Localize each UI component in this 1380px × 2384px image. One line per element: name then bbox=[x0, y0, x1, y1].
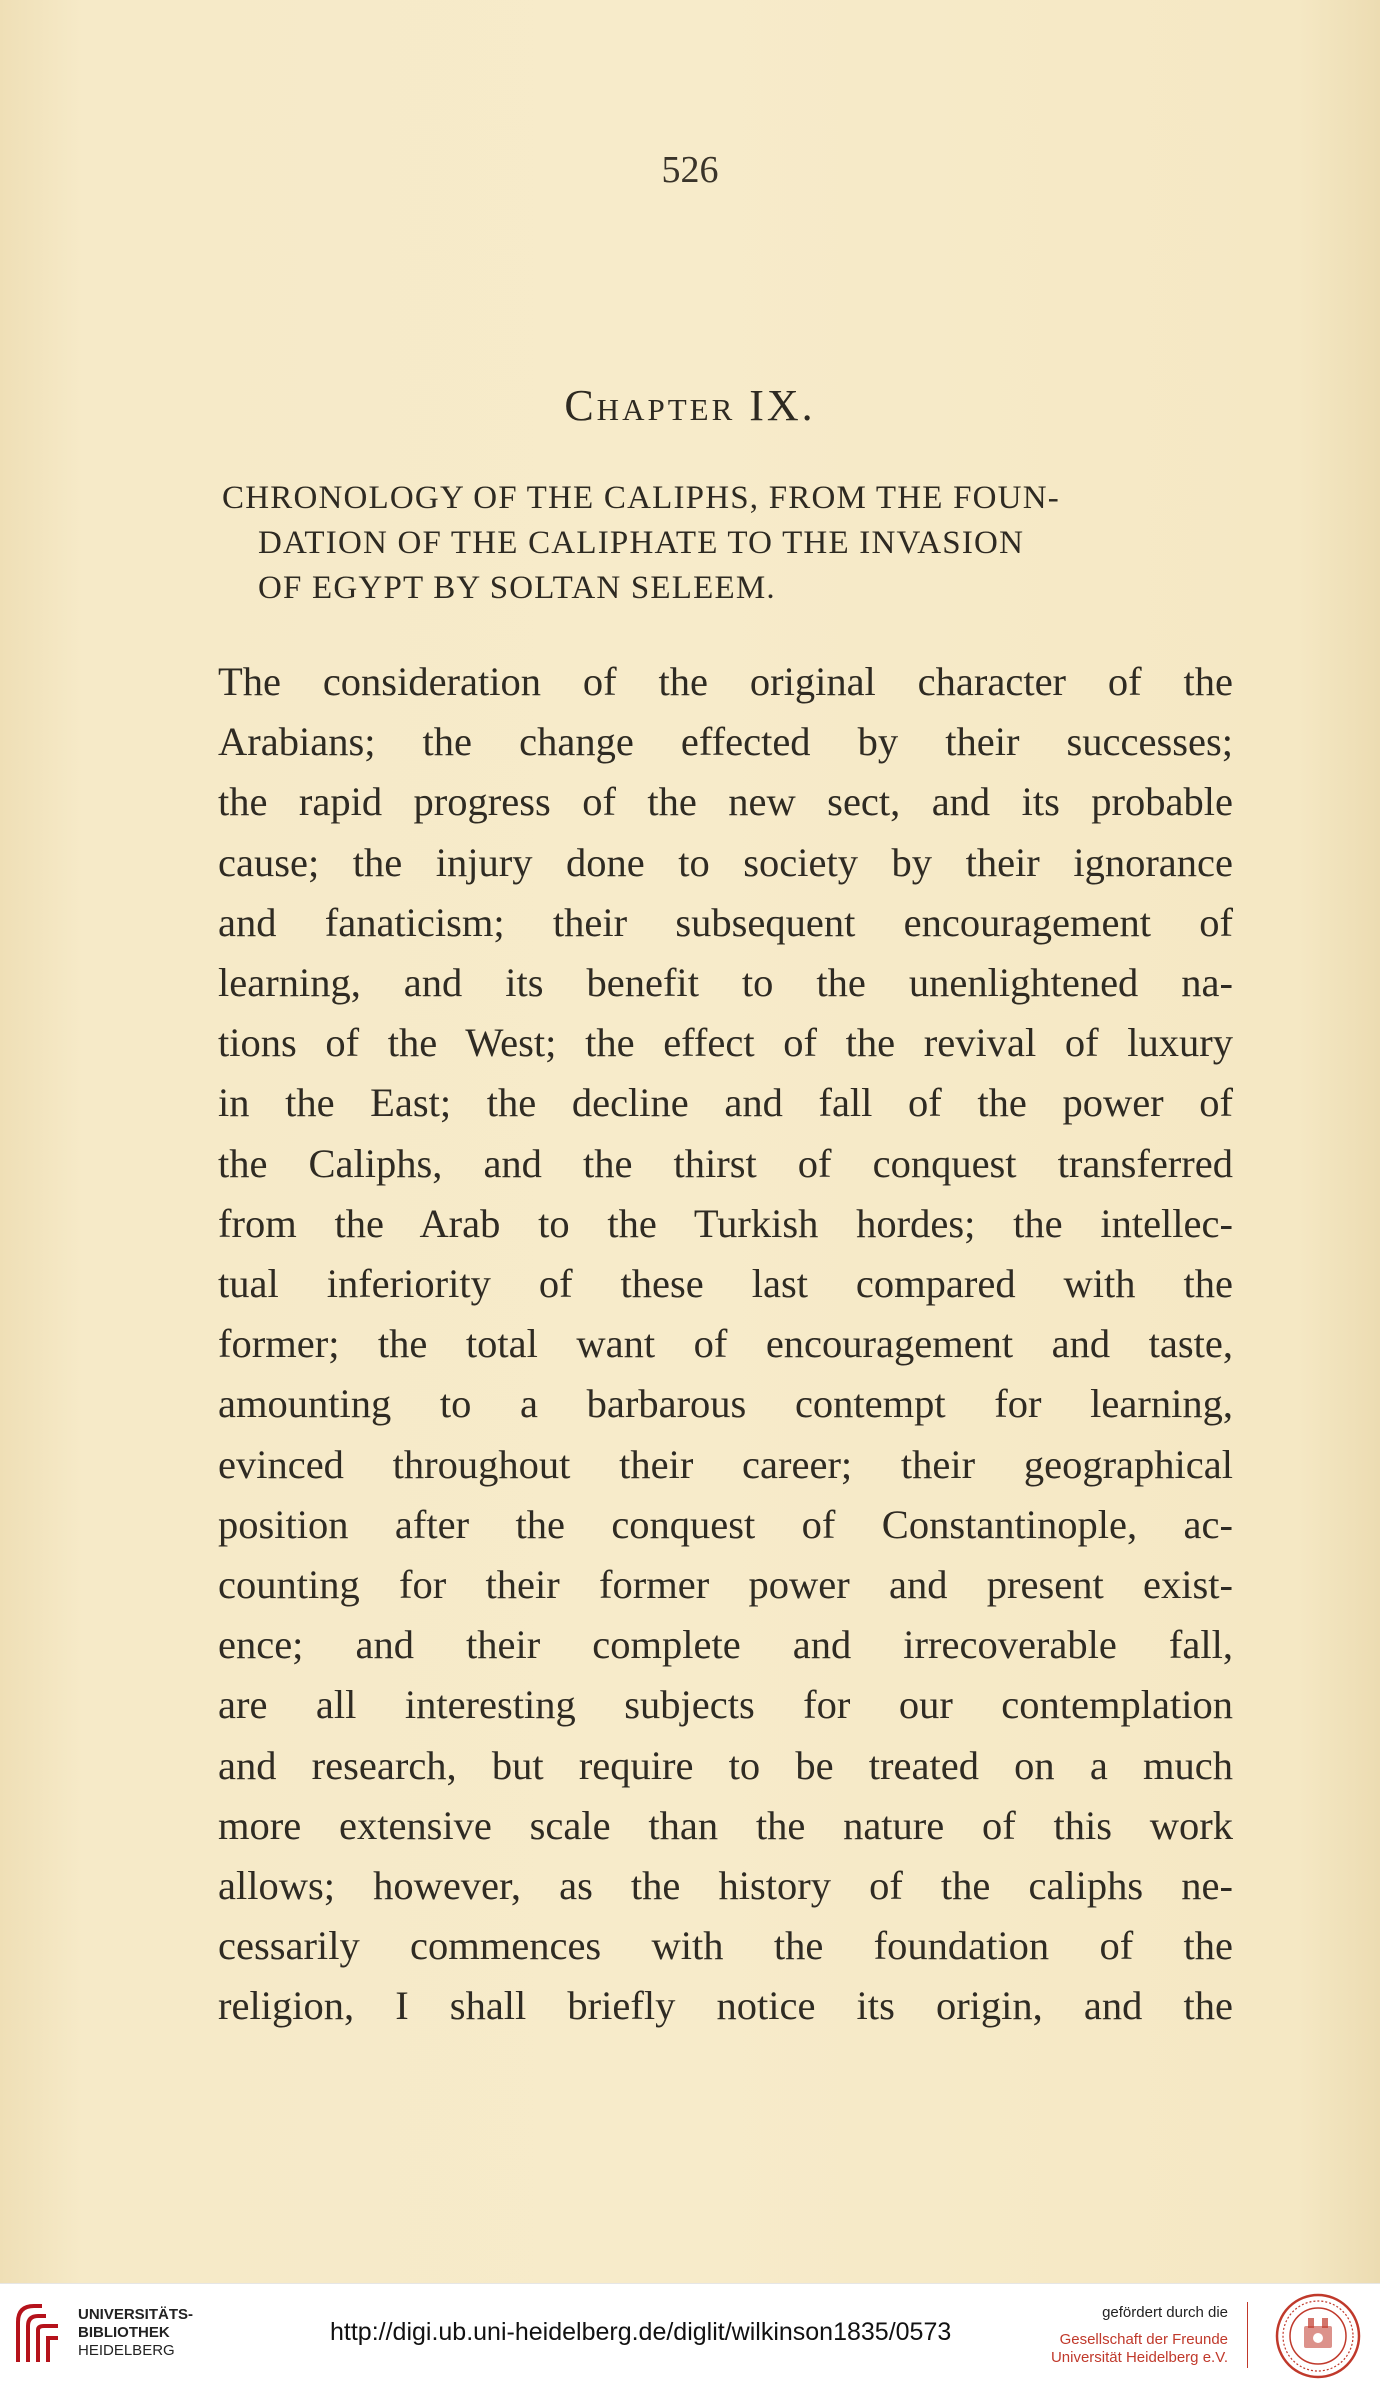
university-seal-icon[interactable] bbox=[1274, 2292, 1362, 2380]
subtitle-line: OF EGYPT BY SOLTAN SELEEM. bbox=[258, 570, 776, 606]
body-line: tual inferiority of these last compared with the bbox=[218, 1261, 1233, 1307]
subtitle-line: DATION OF THE CALIPHATE TO THE INVASION bbox=[258, 525, 1025, 561]
body-line: in the East; the decline and fall of the power of bbox=[218, 1080, 1233, 1126]
footer-bar bbox=[0, 2283, 1380, 2384]
sponsor-label: gefördert durch die bbox=[1102, 2304, 1228, 2321]
page-number: 526 bbox=[661, 149, 719, 191]
sponsor-divider bbox=[1247, 2302, 1248, 2368]
body-line: the rapid progress of the new sect, and its probable bbox=[218, 779, 1233, 825]
subtitle-line: CHRONOLOGY OF THE CALIPHS, FROM THE FOUN- bbox=[222, 480, 1060, 516]
sponsor-block[interactable] bbox=[1051, 2304, 1228, 2367]
body-line: learning, and its benefit to the unenlightened na- bbox=[218, 960, 1233, 1006]
body-line: tions of the West; the effect of the revival of luxury bbox=[218, 1020, 1233, 1066]
body-line: cause; the injury done to society by their ignorance bbox=[218, 839, 1233, 885]
body-line: position after the conquest of Constantinople, ac- bbox=[218, 1501, 1233, 1547]
chapter-heading: Chapter IX. bbox=[564, 381, 816, 430]
body-line: Arabians; the change effected by their successes; bbox=[218, 719, 1233, 765]
permalink-url[interactable]: http://digi.ub.uni-heidelberg.de/diglit/wilkinson1835/0573 bbox=[330, 2318, 952, 2346]
body-line: are all interesting subjects for our contemplation bbox=[218, 1682, 1233, 1728]
ub-heidelberg-logo-icon[interactable] bbox=[12, 2298, 64, 2368]
sponsor-line: Universität Heidelberg e.V. bbox=[1050, 2349, 1228, 2366]
body-line: former; the total want of encouragement and taste, bbox=[218, 1321, 1233, 1367]
body-line: amounting to a barbarous contempt for learning, bbox=[218, 1381, 1233, 1427]
library-line: UNIVERSITÄTS- bbox=[78, 2306, 194, 2323]
body-line: religion, I shall briefly notice its origin, and the bbox=[218, 1983, 1233, 2029]
body-line: counting for their former power and present exist- bbox=[218, 1562, 1233, 1608]
body-line: the Caliphs, and the thirst of conquest transferred bbox=[218, 1140, 1233, 1186]
library-name[interactable] bbox=[78, 2306, 193, 2360]
body-line: ence; and their complete and irrecoverable fall, bbox=[218, 1622, 1233, 1668]
body-line: from the Arab to the Turkish hordes; the intellec- bbox=[218, 1200, 1233, 1246]
library-line: HEIDELBERG bbox=[78, 2342, 175, 2359]
body-paragraph bbox=[218, 652, 1233, 2037]
body-line: and fanaticism; their subsequent encouragement of bbox=[218, 899, 1233, 945]
sponsor-line: Gesellschaft der Freunde bbox=[1059, 2331, 1228, 2348]
body-line: The consideration of the original character of the bbox=[218, 659, 1233, 704]
body-line: and research, but require to be treated on a much bbox=[218, 1742, 1233, 1788]
chapter-subtitle bbox=[222, 476, 1232, 611]
body-line: cessarily commences with the foundation of the bbox=[218, 1923, 1233, 1969]
body-line: allows; however, as the history of the caliphs ne- bbox=[218, 1863, 1233, 1909]
body-line: evinced throughout their career; their geographical bbox=[218, 1441, 1233, 1487]
body-line: more extensive scale than the nature of this work bbox=[218, 1802, 1233, 1848]
library-line: BIBLIOTHEK bbox=[78, 2324, 170, 2341]
